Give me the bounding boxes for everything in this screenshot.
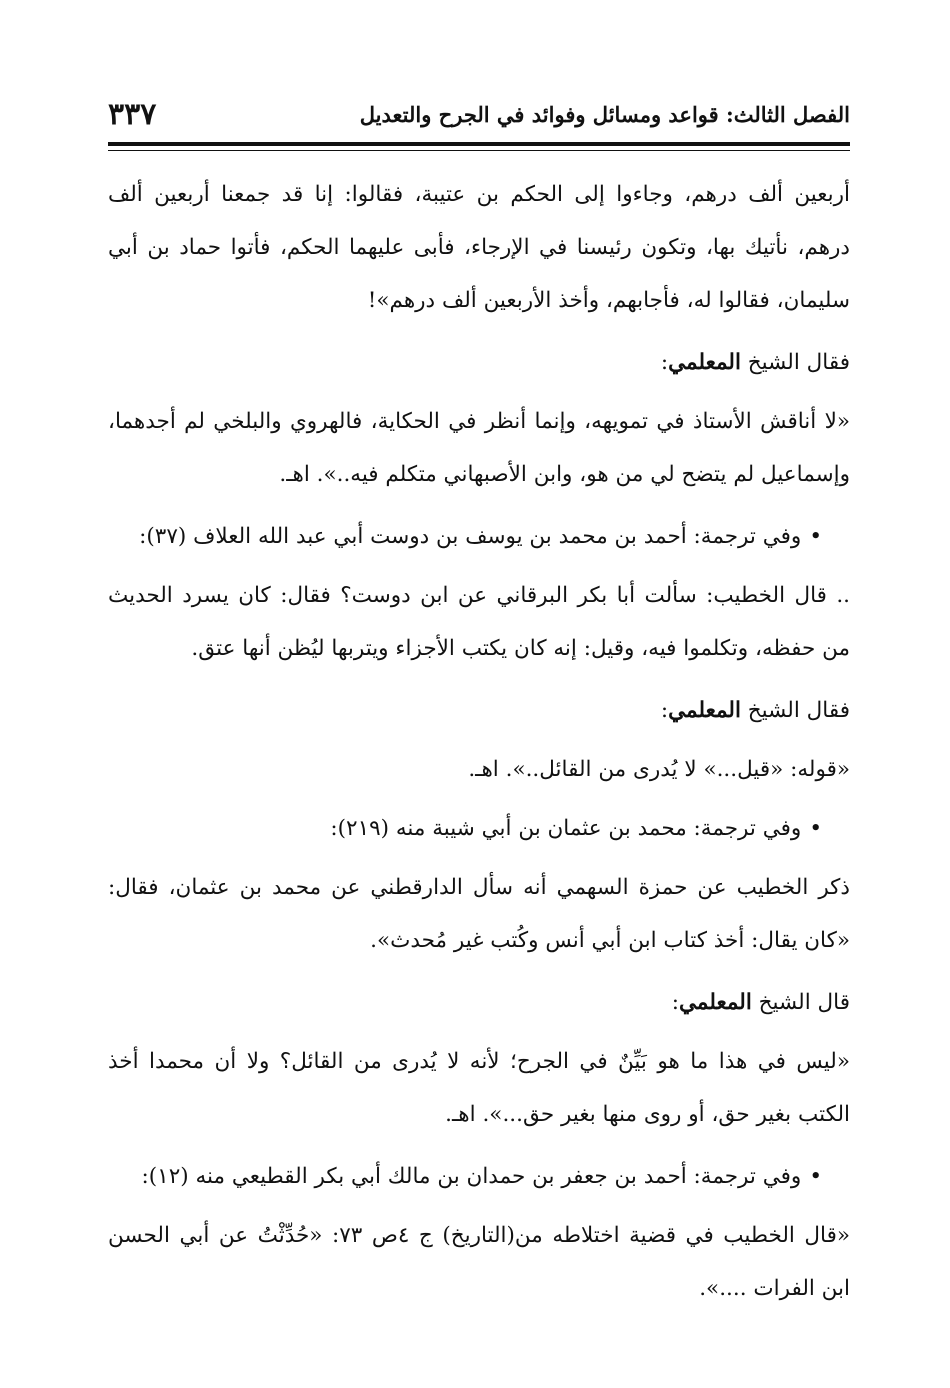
page-body	[108, 168, 850, 1324]
bullet-item: •وفي ترجمة: أحمد بن جعفر بن حمدان بن مالك أبي بكر القطيعي منه (١٢):	[141, 1164, 822, 1189]
quote-paragraph: «لا أناقش الأستاذ في تمويهه، وإنما أنظر في الحكاية، فالهروي والبلخي لم أجدهما، وإسماعيل لم يتضح لي من هو، وابن الأصبهاني متكلم فيه..». اهـ.	[108, 409, 850, 487]
bullet-item: •وفي ترجمة: محمد بن عثمان بن أبي شيبة منه (٢١٩):	[330, 816, 822, 841]
bullet-item: •وفي ترجمة: أحمد بن محمد بن يوسف بن دوست أبي عبد الله العلاف (٣٧):	[139, 524, 822, 549]
speaker-line: فقال الشيخ المعلمي:	[660, 698, 850, 723]
bullet-icon: •	[809, 1164, 822, 1189]
paragraph: .. قال الخطيب: سألت أبا بكر البرقاني عن ابن دوست؟ فقال: كان يسرد الحديث من حفظه، وتكلموا فيه، وقيل: إنه كان يكتب الأجزاء ويتربها ليُظن أنها عتق.	[108, 583, 850, 661]
paragraph: أربعين ألف درهم، وجاءوا إلى الحكم بن عتيبة، فقالوا: إنا قد جمعنا أربعين ألف درهم، نأتيك بها، وتكون رئيسنا في الإرجاء، فأبى عليهما الحكم، فأتوا حماد بن أبي سليمان، فقالوا له، فأجابهم، وأخذ الأربعين ألف درهم»!	[108, 182, 850, 313]
speaker-line: قال الشيخ المعلمي:	[671, 990, 850, 1015]
speaker-name: المعلمي	[668, 350, 741, 375]
page-header	[108, 92, 850, 136]
quote-paragraph: «قال الخطيب في قضية اختلاطه من(التاريخ) ج ٤ص ٧٣: «حُدِّثْتُ عن أبي الحسن ابن الفرات ....».	[108, 1223, 851, 1301]
quote-paragraph: «قوله: «قيل...» لا يُدرى من القائل..». اهـ.	[468, 757, 850, 782]
header-rule-thick	[108, 142, 850, 146]
chapter-title: الفصل الثالث: قواعد ومسائل وفوائد في الجرح والتعديل	[359, 101, 850, 127]
speaker-line: فقال الشيخ المعلمي:	[660, 350, 850, 375]
page-number: ٣٣٧	[108, 96, 157, 132]
bullet-icon: •	[809, 524, 822, 549]
quote-paragraph: «ليس في هذا ما هو بَيِّنٌ في الجرح؛ لأنه لا يُدرى من القائل؟ ولا أن محمدا أخذ الكتب بغير حق، أو روى منها بغير حق...». اهـ.	[108, 1049, 850, 1127]
paragraph: ذكر الخطيب عن حمزة السهمي أنه سأل الدارقطني عن محمد بن عثمان، فقال: «كان يقال: أخذ كتاب ابن أبي أنس وكُتب غير مُحدث».	[108, 875, 850, 953]
bullet-icon: •	[809, 816, 822, 841]
header-rule-thin	[108, 150, 850, 151]
speaker-name: المعلمي	[679, 990, 752, 1015]
speaker-name: المعلمي	[668, 698, 741, 723]
